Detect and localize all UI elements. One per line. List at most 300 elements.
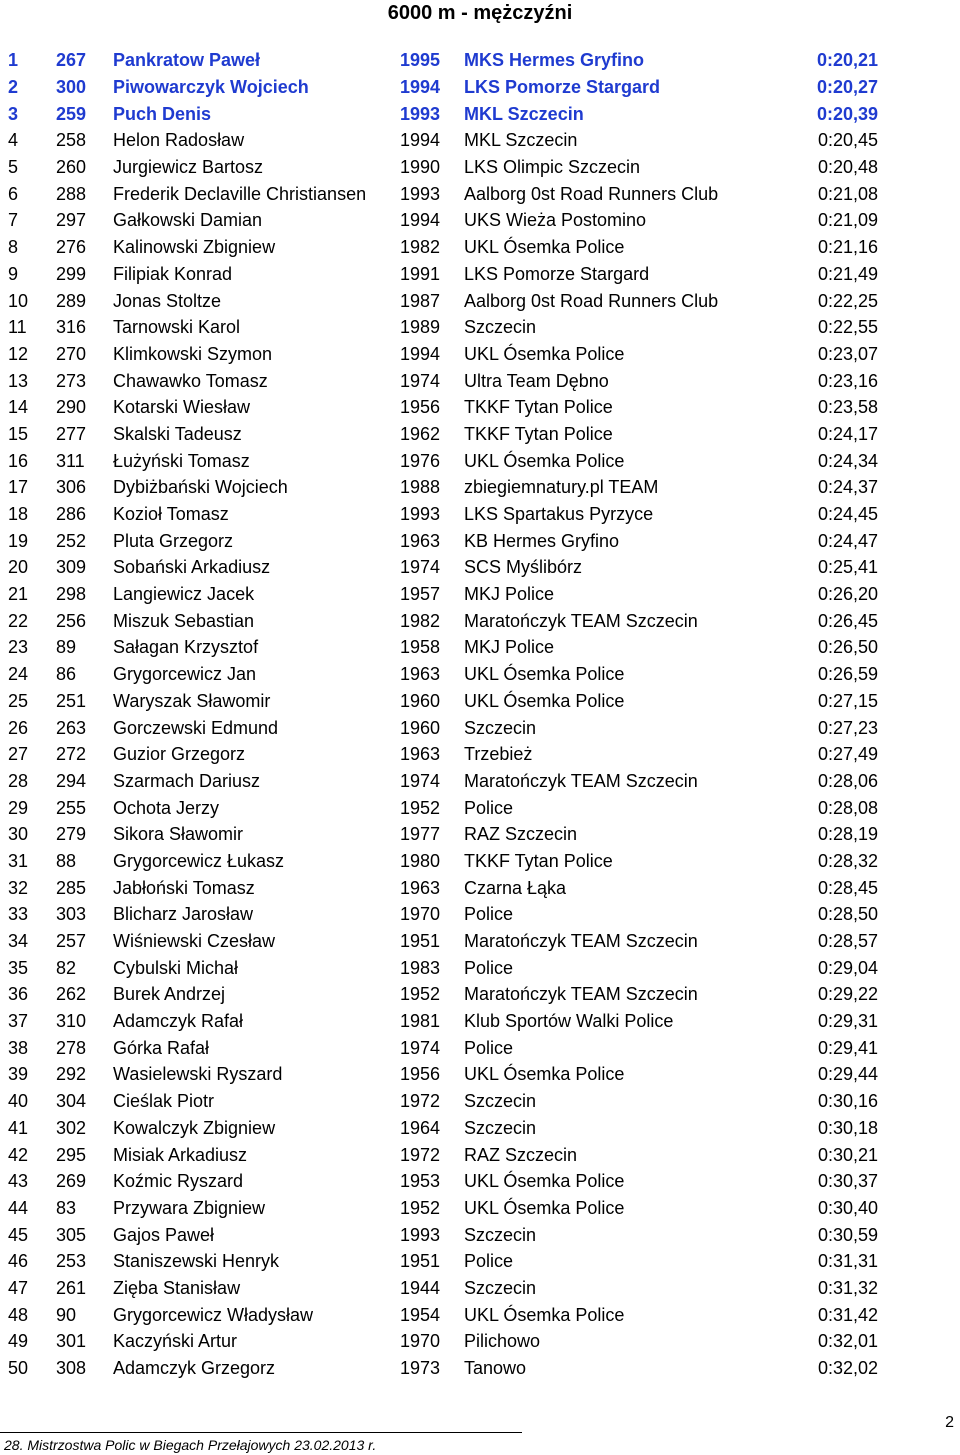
bib-number-cell: 297: [56, 210, 87, 231]
bib-number-cell: 267: [56, 50, 87, 71]
bib-number-cell: 260: [56, 157, 87, 178]
bib-number-cell: 310: [56, 1011, 87, 1032]
result-row: [8, 581, 878, 608]
result-row: [8, 848, 878, 875]
runner-name-cell: Jurgiewicz Bartosz: [113, 157, 264, 178]
bib-number-cell: 295: [56, 1144, 87, 1165]
runner-name-cell: Cieślak Piotr: [113, 1091, 215, 1112]
birth-year-cell: 1993: [400, 103, 441, 124]
birth-year-cell: 1990: [400, 157, 441, 178]
runner-name-cell: Grygorcewicz Jan: [113, 664, 257, 685]
place-cell: 46: [8, 1251, 29, 1272]
runner-name-cell: Langiewicz Jacek: [113, 584, 255, 605]
bib-number-cell: 278: [56, 1037, 87, 1058]
finish-time-cell: 0:24,47: [817, 530, 878, 551]
result-row: [8, 901, 878, 928]
club-cell: Szczecin: [464, 1117, 537, 1138]
result-row: [8, 928, 878, 955]
runner-name-cell: Tarnowski Karol: [113, 317, 241, 338]
finish-time-cell: 0:22,55: [817, 317, 878, 338]
finish-time-cell: 0:21,49: [817, 263, 878, 284]
result-row: [8, 421, 878, 448]
bib-number-cell: 309: [56, 557, 87, 578]
finish-time-cell: 0:32,01: [817, 1331, 878, 1352]
runner-name-cell: Kowalczyk Zbigniew: [113, 1117, 276, 1138]
place-cell: 16: [8, 450, 29, 471]
result-row: [8, 821, 878, 848]
club-cell: LKS Pomorze Stargard: [464, 77, 661, 98]
bib-number-cell: 257: [56, 931, 87, 952]
place-cell: 5: [8, 157, 19, 178]
bib-number-cell: 255: [56, 797, 87, 818]
finish-time-cell: 0:31,31: [817, 1251, 878, 1272]
result-row: [8, 794, 878, 821]
place-cell: 33: [8, 904, 29, 925]
club-cell: MKL Szczecin: [464, 103, 584, 124]
place-cell: 2: [8, 77, 19, 98]
bib-number-cell: 302: [56, 1117, 87, 1138]
birth-year-cell: 1956: [400, 397, 441, 418]
bib-number-cell: 258: [56, 130, 87, 151]
club-cell: Klub Sportów Walki Police: [464, 1011, 674, 1032]
place-cell: 7: [8, 210, 19, 231]
club-cell: Maratończyk TEAM Szczecin: [464, 610, 698, 631]
club-cell: LKS Olimpic Szczecin: [464, 157, 641, 178]
birth-year-cell: 1963: [400, 664, 441, 685]
result-row: [8, 981, 878, 1008]
birth-year-cell: 1995: [400, 50, 441, 71]
finish-time-cell: 0:28,08: [817, 797, 878, 818]
place-cell: 36: [8, 984, 29, 1005]
birth-year-cell: 1956: [400, 1064, 441, 1085]
place-cell: 28: [8, 770, 29, 791]
finish-time-cell: 0:30,18: [817, 1117, 878, 1138]
result-row: [8, 607, 878, 634]
bib-number-cell: 262: [56, 984, 87, 1005]
bib-number-cell: 303: [56, 904, 87, 925]
bib-number-cell: 83: [56, 1197, 77, 1218]
runner-name-cell: Cybulski Michał: [113, 957, 239, 978]
club-cell: UKL Ósemka Police: [464, 1304, 625, 1325]
club-cell: Trzebież: [464, 744, 533, 765]
birth-year-cell: 1944: [400, 1277, 441, 1298]
bib-number-cell: 89: [56, 637, 77, 658]
birth-year-cell: 1981: [400, 1011, 441, 1032]
place-cell: 12: [8, 343, 29, 364]
finish-time-cell: 0:22,25: [817, 290, 878, 311]
bib-number-cell: 298: [56, 584, 87, 605]
runner-name-cell: Jabłoński Tomasz: [113, 877, 255, 898]
bib-number-cell: 273: [56, 370, 87, 391]
finish-time-cell: 0:20,27: [816, 77, 878, 98]
club-cell: Szczecin: [464, 1091, 537, 1112]
club-cell: LKS Pomorze Stargard: [464, 263, 650, 284]
result-row: [8, 634, 878, 661]
club-cell: UKL Ósemka Police: [464, 1197, 625, 1218]
birth-year-cell: 1977: [400, 824, 441, 845]
birth-year-cell: 1974: [400, 1037, 441, 1058]
runner-name-cell: Miszuk Sebastian: [113, 610, 255, 631]
club-cell: Maratończyk TEAM Szczecin: [464, 770, 698, 791]
place-cell: 4: [8, 130, 19, 151]
place-cell: 1: [8, 50, 19, 71]
club-cell: Maratończyk TEAM Szczecin: [464, 984, 698, 1005]
place-cell: 41: [8, 1117, 29, 1138]
footer-text: 28. Mistrzostwa Polic w Biegach Przełajowych 23.02.2013 r.: [4, 1437, 377, 1453]
runner-name-cell: Kotarski Wiesław: [113, 397, 251, 418]
result-row: [8, 447, 878, 474]
place-cell: 27: [8, 744, 29, 765]
runner-name-cell: Blicharz Jarosław: [113, 904, 254, 925]
finish-time-cell: 0:23,07: [817, 343, 878, 364]
bib-number-cell: 263: [56, 717, 87, 738]
bib-number-cell: 269: [56, 1171, 87, 1192]
club-cell: RAZ Szczecin: [464, 1144, 578, 1165]
finish-time-cell: 0:29,22: [817, 984, 878, 1005]
finish-time-cell: 0:27,23: [817, 717, 878, 738]
place-cell: 40: [8, 1091, 29, 1112]
bib-number-cell: 294: [56, 770, 87, 791]
runner-name-cell: Kozioł Tomasz: [113, 504, 229, 525]
club-cell: Police: [464, 957, 514, 978]
birth-year-cell: 1954: [400, 1304, 441, 1325]
club-cell: Szczecin: [464, 1277, 537, 1298]
club-cell: Pilichowo: [464, 1331, 541, 1352]
birth-year-cell: 1993: [400, 1224, 441, 1245]
club-cell: Tanowo: [464, 1358, 527, 1379]
club-cell: Police: [464, 1037, 514, 1058]
birth-year-cell: 1952: [400, 1197, 441, 1218]
birth-year-cell: 1974: [400, 370, 441, 391]
result-row: [8, 154, 878, 181]
result-row: [8, 527, 878, 554]
finish-time-cell: 0:29,44: [817, 1064, 878, 1085]
birth-year-cell: 1972: [400, 1144, 441, 1165]
birth-year-cell: 1994: [400, 343, 441, 364]
finish-time-cell: 0:31,32: [817, 1277, 878, 1298]
place-cell: 48: [8, 1304, 29, 1325]
club-cell: UKL Ósemka Police: [464, 343, 625, 364]
place-cell: 19: [8, 530, 29, 551]
place-cell: 15: [8, 423, 29, 444]
bib-number-cell: 272: [56, 744, 87, 765]
finish-time-cell: 0:28,45: [817, 877, 878, 898]
finish-time-cell: 0:26,20: [817, 584, 878, 605]
place-cell: 38: [8, 1037, 29, 1058]
runner-name-cell: Burek Andrzej: [113, 984, 226, 1005]
birth-year-cell: 1951: [400, 931, 441, 952]
place-cell: 24: [8, 664, 29, 685]
place-cell: 30: [8, 824, 29, 845]
club-cell: Ultra Team Dębno: [464, 370, 609, 391]
bib-number-cell: 308: [56, 1358, 87, 1379]
bib-number-cell: 286: [56, 504, 87, 525]
finish-time-cell: 0:23,16: [817, 370, 878, 391]
place-cell: 39: [8, 1064, 29, 1085]
place-cell: 11: [8, 317, 27, 338]
bib-number-cell: 253: [56, 1251, 87, 1272]
club-cell: Police: [464, 904, 514, 925]
birth-year-cell: 1976: [400, 450, 441, 471]
result-row: [8, 100, 878, 127]
runner-name-cell: Waryszak Sławomir: [113, 690, 271, 711]
birth-year-cell: 1982: [400, 237, 441, 258]
runner-name-cell: Łużyński Tomasz: [113, 450, 250, 471]
finish-time-cell: 0:20,45: [817, 130, 878, 151]
finish-time-cell: 0:26,45: [817, 610, 878, 631]
runner-name-cell: Gałkowski Damian: [113, 210, 263, 231]
bib-number-cell: 270: [56, 343, 87, 364]
birth-year-cell: 1958: [400, 637, 441, 658]
birth-year-cell: 1963: [400, 877, 441, 898]
result-row: [8, 207, 878, 234]
club-cell: MKS Hermes Gryfino: [464, 50, 645, 71]
finish-time-cell: 0:26,50: [817, 637, 878, 658]
club-cell: TKKF Tytan Police: [464, 397, 613, 418]
runner-name-cell: Dybiżbański Wojciech: [113, 477, 288, 498]
club-cell: MKL Szczecin: [464, 130, 578, 151]
runner-name-cell: Filipiak Konrad: [113, 263, 233, 284]
birth-year-cell: 1972: [400, 1091, 441, 1112]
runner-name-cell: Sikora Sławomir: [113, 824, 244, 845]
birth-year-cell: 1994: [400, 130, 441, 151]
finish-time-cell: 0:32,02: [817, 1358, 878, 1379]
finish-time-cell: 0:28,19: [817, 824, 878, 845]
result-row: [8, 554, 878, 581]
place-cell: 50: [8, 1358, 29, 1379]
birth-year-cell: 1982: [400, 610, 441, 631]
finish-time-cell: 0:29,04: [817, 957, 878, 978]
place-cell: 49: [8, 1331, 29, 1352]
result-row: [8, 180, 878, 207]
runner-name-cell: Grygorcewicz Łukasz: [113, 850, 285, 871]
runner-name-cell: Helon Radosław: [113, 130, 245, 151]
place-cell: 43: [8, 1171, 29, 1192]
runner-name-cell: Skalski Tadeusz: [113, 423, 242, 444]
result-row: [8, 688, 878, 715]
place-cell: 21: [8, 584, 29, 605]
bib-number-cell: 285: [56, 877, 87, 898]
bib-number-cell: 289: [56, 290, 87, 311]
place-cell: 35: [8, 957, 29, 978]
runner-name-cell: Pluta Grzegorz: [113, 530, 234, 551]
runner-name-cell: Guzior Grzegorz: [113, 744, 246, 765]
result-row: [8, 501, 878, 528]
page-title: 6000 m - mężczyźni: [387, 2, 573, 24]
result-row: [8, 394, 878, 421]
runner-name-cell: Frederik Declaville Christiansen: [113, 183, 367, 204]
bib-number-cell: 276: [56, 237, 87, 258]
finish-time-cell: 0:31,42: [817, 1304, 878, 1325]
finish-time-cell: 0:23,58: [817, 397, 878, 418]
club-cell: UKL Ósemka Police: [464, 1064, 625, 1085]
birth-year-cell: 1994: [400, 210, 441, 231]
birth-year-cell: 1960: [400, 690, 441, 711]
place-cell: 23: [8, 637, 29, 658]
finish-time-cell: 0:28,06: [817, 770, 878, 791]
birth-year-cell: 1964: [400, 1117, 441, 1138]
birth-year-cell: 1980: [400, 850, 441, 871]
runner-name-cell: Kaczyński Artur: [113, 1331, 238, 1352]
finish-time-cell: 0:20,21: [816, 50, 878, 71]
result-row: [8, 741, 878, 768]
bib-number-cell: 277: [56, 423, 87, 444]
club-cell: UKL Ósemka Police: [464, 450, 625, 471]
result-row: [8, 1328, 878, 1355]
result-row: [8, 1355, 878, 1382]
place-cell: 10: [8, 290, 29, 311]
birth-year-cell: 1993: [400, 504, 441, 525]
club-cell: Szczecin: [464, 1224, 537, 1245]
birth-year-cell: 1970: [400, 904, 441, 925]
runner-name-cell: Kalinowski Zbigniew: [113, 237, 276, 258]
birth-year-cell: 1973: [400, 1358, 441, 1379]
birth-year-cell: 1989: [400, 317, 441, 338]
result-row: [8, 367, 878, 394]
result-row: [8, 74, 878, 101]
finish-time-cell: 0:27,15: [817, 690, 878, 711]
finish-time-cell: 0:29,31: [817, 1011, 878, 1032]
place-cell: 32: [8, 877, 29, 898]
club-cell: KB Hermes Gryfino: [464, 530, 620, 551]
birth-year-cell: 1987: [400, 290, 441, 311]
result-row: [8, 314, 878, 341]
result-row: [8, 1301, 878, 1328]
runner-name-cell: Sobański Arkadiusz: [113, 557, 271, 578]
bib-number-cell: 292: [56, 1064, 87, 1085]
runner-name-cell: Zięba Stanisław: [113, 1277, 241, 1298]
birth-year-cell: 1962: [400, 423, 441, 444]
club-cell: UKL Ósemka Police: [464, 690, 625, 711]
bib-number-cell: 290: [56, 397, 87, 418]
result-row: [8, 1115, 878, 1142]
result-row: [8, 47, 878, 74]
bib-number-cell: 251: [56, 690, 87, 711]
result-row: [8, 341, 878, 368]
bib-number-cell: 288: [56, 183, 87, 204]
place-cell: 37: [8, 1011, 29, 1032]
finish-time-cell: 0:21,16: [817, 237, 878, 258]
club-cell: Maratończyk TEAM Szczecin: [464, 931, 698, 952]
club-cell: Police: [464, 797, 514, 818]
club-cell: UKS Wieża Postomino: [464, 210, 647, 231]
place-cell: 44: [8, 1197, 29, 1218]
birth-year-cell: 1994: [400, 77, 441, 98]
birth-year-cell: 1951: [400, 1251, 441, 1272]
birth-year-cell: 1963: [400, 744, 441, 765]
result-row: [8, 127, 878, 154]
club-cell: Police: [464, 1251, 514, 1272]
runner-name-cell: Przywara Zbigniew: [113, 1197, 266, 1218]
bib-number-cell: 88: [56, 850, 77, 871]
bib-number-cell: 82: [56, 957, 77, 978]
result-row: [8, 1275, 878, 1302]
result-row: [8, 1088, 878, 1115]
club-cell: Czarna Łąka: [464, 877, 567, 898]
footer-divider: [0, 1432, 522, 1433]
birth-year-cell: 1963: [400, 530, 441, 551]
finish-time-cell: 0:30,37: [817, 1171, 878, 1192]
result-row: [8, 1141, 878, 1168]
club-cell: Aalborg 0st Road Runners Club: [464, 183, 719, 204]
runner-name-cell: Puch Denis: [113, 103, 212, 124]
finish-time-cell: 0:24,34: [817, 450, 878, 471]
finish-time-cell: 0:27,49: [817, 744, 878, 765]
runner-name-cell: Gajos Paweł: [113, 1224, 215, 1245]
club-cell: Aalborg 0st Road Runners Club: [464, 290, 719, 311]
finish-time-cell: 0:24,45: [817, 504, 878, 525]
place-cell: 8: [8, 237, 19, 258]
birth-year-cell: 1960: [400, 717, 441, 738]
finish-time-cell: 0:30,59: [817, 1224, 878, 1245]
result-row: [8, 1034, 878, 1061]
finish-time-cell: 0:28,57: [817, 931, 878, 952]
result-row: [8, 1248, 878, 1275]
bib-number-cell: 86: [56, 664, 77, 685]
runner-name-cell: Wiśniewski Czesław: [113, 931, 276, 952]
result-row: [8, 1195, 878, 1222]
result-row: [8, 1221, 878, 1248]
finish-time-cell: 0:28,50: [817, 904, 878, 925]
place-cell: 9: [8, 263, 19, 284]
place-cell: 22: [8, 610, 29, 631]
bib-number-cell: 304: [56, 1091, 87, 1112]
runner-name-cell: Gorczewski Edmund: [113, 717, 279, 738]
place-cell: 3: [8, 103, 19, 124]
runner-name-cell: Wasielewski Ryszard: [113, 1064, 283, 1085]
runner-name-cell: Górka Rafał: [113, 1037, 210, 1058]
bib-number-cell: 256: [56, 610, 87, 631]
birth-year-cell: 1957: [400, 584, 441, 605]
place-cell: 14: [8, 397, 29, 418]
finish-time-cell: 0:28,32: [817, 850, 878, 871]
finish-time-cell: 0:26,59: [817, 664, 878, 685]
result-row: [8, 714, 878, 741]
finish-time-cell: 0:24,37: [817, 477, 878, 498]
club-cell: RAZ Szczecin: [464, 824, 578, 845]
bib-number-cell: 301: [56, 1331, 87, 1352]
club-cell: MKJ Police: [464, 637, 555, 658]
result-row: [8, 954, 878, 981]
birth-year-cell: 1953: [400, 1171, 441, 1192]
birth-year-cell: 1952: [400, 797, 441, 818]
runner-name-cell: Adamczyk Rafał: [113, 1011, 244, 1032]
finish-time-cell: 0:30,16: [817, 1091, 878, 1112]
bib-number-cell: 311: [56, 450, 85, 471]
runner-name-cell: Chawawko Tomasz: [113, 370, 268, 391]
results-table: [8, 47, 878, 1381]
birth-year-cell: 1974: [400, 770, 441, 791]
page-number: 2: [945, 1414, 954, 1431]
runner-name-cell: Misiak Arkadiusz: [113, 1144, 248, 1165]
place-cell: 17: [8, 477, 29, 498]
finish-time-cell: 0:24,17: [817, 423, 878, 444]
bib-number-cell: 252: [56, 530, 87, 551]
club-cell: Szczecin: [464, 717, 537, 738]
place-cell: 34: [8, 931, 29, 952]
place-cell: 25: [8, 690, 29, 711]
finish-time-cell: 0:20,48: [817, 157, 878, 178]
runner-name-cell: Sałagan Krzysztof: [113, 637, 259, 658]
bib-number-cell: 259: [56, 103, 87, 124]
club-cell: UKL Ósemka Police: [464, 237, 625, 258]
birth-year-cell: 1983: [400, 957, 441, 978]
runner-name-cell: Piwowarczyk Wojciech: [113, 77, 309, 98]
finish-time-cell: 0:30,40: [817, 1197, 878, 1218]
runner-name-cell: Staniszewski Henryk: [113, 1251, 280, 1272]
results-table-body: [8, 47, 878, 1381]
club-cell: TKKF Tytan Police: [464, 850, 613, 871]
